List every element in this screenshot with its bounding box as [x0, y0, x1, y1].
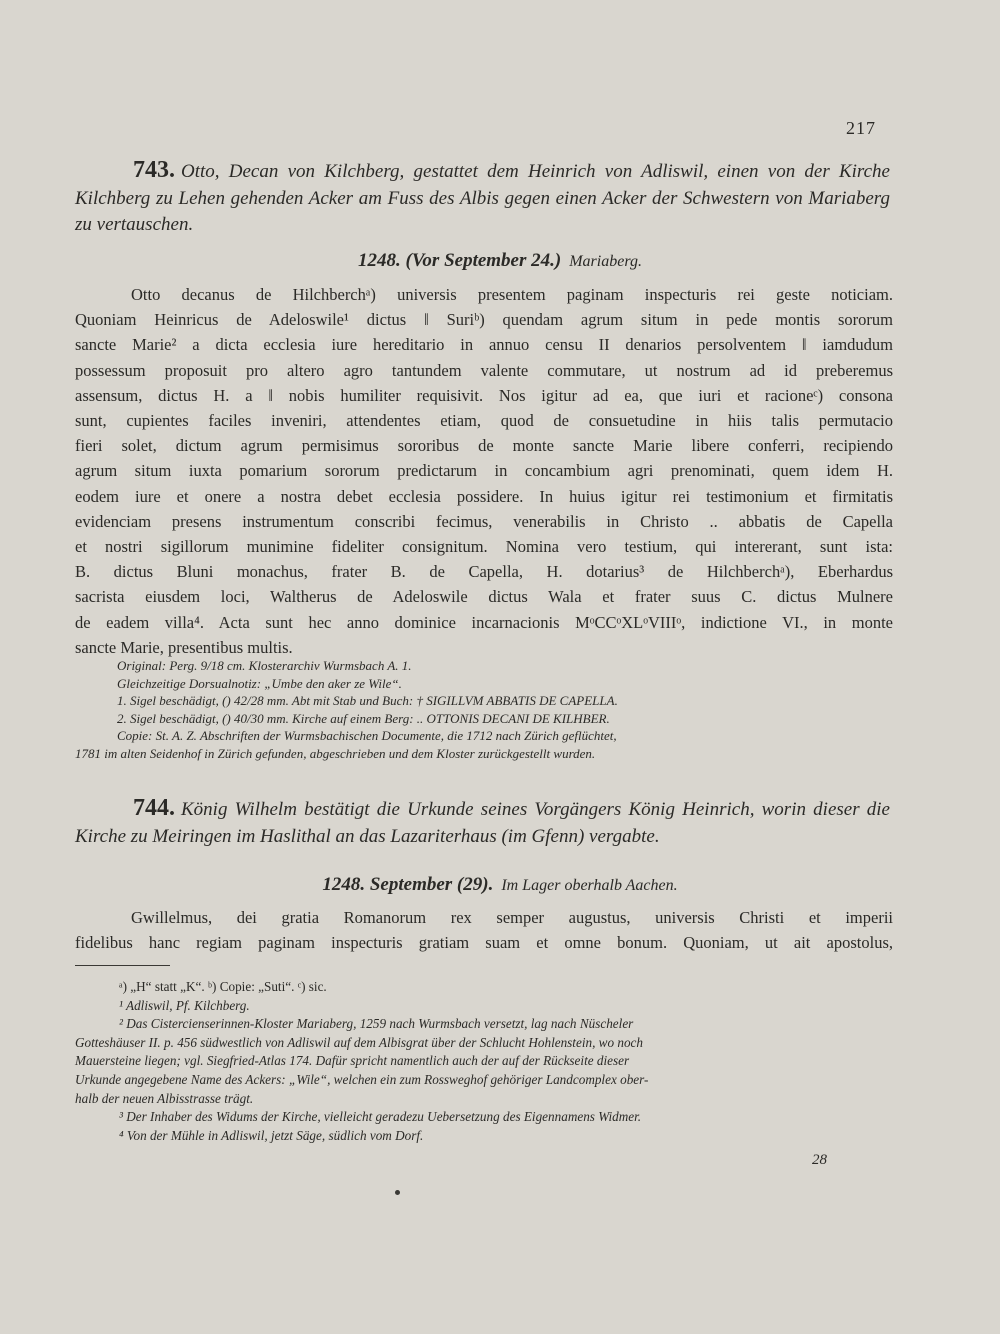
doc743-line: fieri solet, dictum agrum permisimus sororibus de monte sancte Marie libere conferri, recipiendo: [75, 436, 893, 456]
doc744-date: 1248. September (29).: [322, 874, 494, 895]
ink-speck: [395, 1190, 400, 1195]
doc744-line: fidelibus hanc regiam paginam inspecturis gratiam suam et omne bonum. Quoniam, ut ait apostolus,: [75, 933, 893, 953]
doc743-line: et nostri sigillorum munimine fideliter consignitum. Nomina vero testium, qui intererant, sunt ista:: [75, 537, 893, 557]
doc743-line: B. dictus Bluni monachus, frater B. de Capella, H. dotarius³ de Hilchberchᵃ), Eberhardus: [75, 562, 893, 582]
note-original: Original: Perg. 9/18 cm. Klosterarchiv Wurmsbach A. 1.: [117, 658, 412, 673]
doc743-line: evidenciam presens instrumentum conscribi fecimus, venerabilis in Christo .. abbatis de Capella: [75, 511, 893, 531]
doc743-line: possessum proposuit pro altero agro tantundem valente commutare, ut nostrum ad id preberemus: [75, 360, 893, 380]
doc743-line: de eadem villa⁴. Acta sunt hec anno dominice incarnacionis MᵒCCᵒXLᵒVIIIᵒ, indictione VI., in monte: [75, 612, 893, 632]
footnote-rule: [75, 965, 170, 966]
doc744-dateline: [0, 874, 1000, 896]
signature-mark: 28: [812, 1152, 827, 1168]
doc743-line: Quoniam Heinricus de Adeloswile¹ dictus ‖ Suriᵇ) quendam agrum situm in pede montis sororum: [75, 310, 893, 330]
doc744-title: König Wilhelm bestätigt die Urkunde seines Vorgängers König Heinrich, worin dieser die Kirche zu Meiringen im Haslithal an das Lazariterhaus (im Gfenn) vergabte.: [75, 799, 890, 847]
doc744-number: 744.: [133, 795, 175, 821]
footnote-1: ¹ Adliswil, Pf. Kilchberg.: [119, 997, 250, 1013]
doc743-line: eodem iure et onere a nostra debet ecclesia possidere. In huius igitur rei testimonium et firmitatis: [75, 486, 893, 506]
note-seal-2: 2. Sigel beschädigt, () 40/30 mm. Kirche auf einem Berg: .. OTTONIS DECANI DE KILHBER.: [117, 710, 610, 726]
doc743-line: sancte Marie² a dicta ecclesia iure hereditario in annuo censu II denarios persolventem ‖ iamdudum: [75, 335, 893, 355]
doc743-line: sunt, cupientes faciles inveniri, attendentes etiam, quod de consuetudine in hiis talis permutacio: [75, 411, 893, 431]
doc743-line: agrum situm iuxta pomarium sororum predictarum in concambium agri prenominati, quem idem H.: [75, 461, 893, 481]
doc743-number: 743.: [133, 157, 175, 183]
doc744-line: Gwillelmus, dei gratia Romanorum rex semper augustus, universis Christi et imperii: [131, 908, 893, 927]
doc743-line: sancte Marie, presentibus multis.: [75, 637, 293, 657]
doc743-line: Otto decanus de Hilchberchᵃ) universis presentem paginam inspecturis rei geste noticiam.: [131, 285, 893, 304]
doc743-title: Otto, Decan von Kilchberg, gestattet dem Heinrich von Adliswil, einen von der Kirche Kilchberg zu Lehen gehenden Acker am Fuss des Albis gegen einen Acker der Schwestern von Mariaberg zu vertauschen.: [75, 161, 890, 235]
doc744-heading: [75, 795, 890, 850]
doc743-heading: [75, 157, 890, 239]
footnote-2: ² Das Cistercienserinnen-Kloster Mariaberg, 1259 nach Wurmsbach versetzt, lag nach Nüscheler: [119, 1016, 634, 1032]
footnote-3: ³ Der Inhaber des Widums der Kirche, vielleicht geradezu Uebersetzung des Eigennamens Widmer.: [119, 1109, 642, 1125]
doc743-notes: [75, 657, 895, 762]
doc743-line: assensum, dictus H. a ‖ nobis humiliter requisivit. Nos igitur ad ea, que iuri et racioneᶜ) consona: [75, 385, 893, 405]
footnote-2-cont: Mauersteine liegen; vgl. Siegfried-Atlas 174. Dafür spricht namentlich auch der auf der Rückseite dieser: [75, 1053, 630, 1069]
footnote-2-cont: Gotteshäuser II. p. 456 südwestlich von Adliswil auf dem Albisgrat über der Schlucht Hohlenstein, wo noch: [75, 1034, 643, 1050]
note-dorsual: Gleichzeitige Dorsualnotiz: „Umbe den aker ze Wile“.: [117, 675, 402, 691]
footnote-2-cont: halb der neuen Albisstrasse trägt.: [75, 1090, 254, 1106]
doc743-body: [75, 282, 893, 660]
footnote-textual: ᵃ) „H“ statt „K“. ᵇ) Copie: „Suti“. ᶜ) sic.: [119, 979, 327, 994]
footnotes: [75, 978, 895, 1145]
footnote-2-cont: Urkunde angegebene Name des Ackers: „Wile“, welchen ein zum Rossweghof gehöriger Landcomplex ober-: [75, 1071, 649, 1087]
note-copy: Copie: St. A. Z. Abschriften der Wurmsbachischen Documente, die 1712 nach Zürich geflüchtet,: [117, 728, 617, 743]
page-number: 217: [846, 118, 876, 138]
doc744-body: [75, 905, 893, 955]
note-copy-cont: 1781 im alten Seidenhof in Zürich gefunden, abgeschrieben und dem Kloster zurückgestellt wurden.: [75, 745, 596, 761]
doc743-line: sacrista eiusdem loci, Waltherus de Adeloswile dictus Wala et frater suus C. dictus Mulnere: [75, 587, 893, 607]
note-seal-1: 1. Sigel beschädigt, () 42/28 mm. Abt mit Stab und Buch: † SIGILLVM ABBATIS DE CAPELLA.: [117, 693, 618, 708]
doc743-place: Mariaberg.: [569, 253, 642, 270]
footnote-4: ⁴ Von der Mühle in Adliswil, jetzt Säge, südlich vom Dorf.: [119, 1127, 424, 1143]
doc743-dateline: [0, 250, 1000, 272]
doc743-date: 1248. (Vor September 24.): [358, 250, 562, 271]
doc744-place: Im Lager oberhalb Aachen.: [501, 877, 678, 894]
